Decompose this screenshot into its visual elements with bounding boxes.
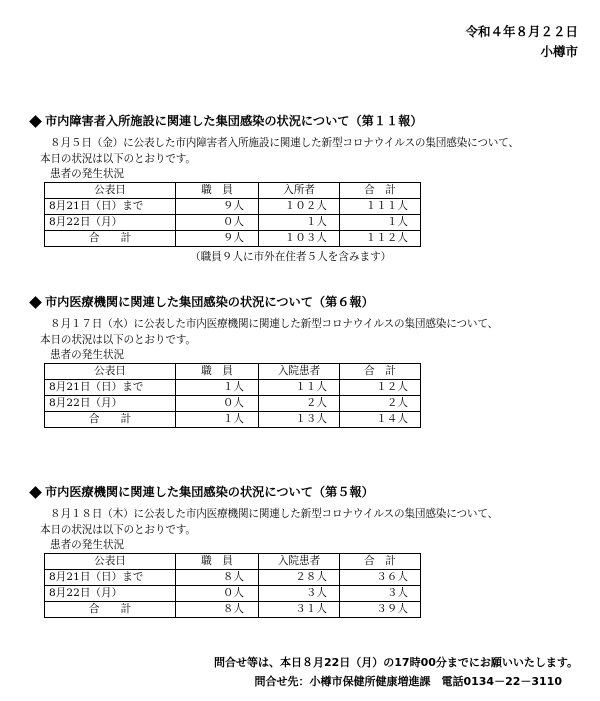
section-intro: ８月１７日（水）に公表した市内医療機関に関連した新型コロナウイルスの集団感染について、 本日の状況は以下のとおりです。 [40, 318, 499, 346]
table-total-row: 合 計 １人 １３人 １４人 [45, 412, 421, 428]
table-row: 8月22日（月） ０人 １人 １人 [45, 215, 421, 231]
diamond-bullet-icon [29, 486, 42, 499]
table-header-row: 公表日 職 員 入院患者 合 計 [45, 364, 421, 380]
document-date-block [465, 22, 578, 62]
diamond-bullet-icon [29, 296, 42, 309]
table-note: （職員９人に市外在住者５人を含みます） [190, 251, 392, 263]
table-row: 8月21日（日）まで １人 １１人 １２人 [45, 380, 421, 396]
table-row: 8月22日（月） ０人 ３人 ３人 [45, 586, 421, 602]
section-heading: 市内障害者入所施設に関連した集団感染の状況について（第１１報） [29, 112, 580, 130]
section-disability-facility [40, 112, 580, 264]
patient-table [44, 363, 421, 428]
section-medical-facility-6 [40, 293, 580, 428]
table-caption: 患者の発生状況 [50, 168, 125, 180]
table-header-row: 公表日 職 員 入所者 合 計 [45, 183, 421, 199]
inquiry-deadline: 問合せ等は、本日８月22日（月）の17時00分までにお願いいたします。 [213, 656, 578, 669]
table-total-row: 合 計 ８人 ３１人 ３９人 [45, 602, 421, 618]
diamond-bullet-icon [29, 115, 42, 128]
table-total-row: 合 計 ９人 １０３人 １１２人 [45, 231, 421, 247]
section-heading: 市内医療機関に関連した集団感染の状況について（第５報） [29, 483, 580, 501]
inquiry-contact: 問合せ先：小樽市保健所健康増進課 電話0134－22－3110 [254, 675, 562, 688]
table-row: 8月21日（日）まで ８人 ２８人 ３６人 [45, 570, 421, 586]
section-intro: ８月５日（金）に公表した市内障害者入所施設に関連した新型コロナウイルスの集団感染について、 本日の状況は以下のとおりです。 [40, 137, 519, 165]
table-row: 8月21日（日）まで ９人 １０２人 １１１人 [45, 199, 421, 215]
patient-table [44, 182, 421, 247]
table-row: 8月22日（月） ０人 ２人 ２人 [45, 396, 421, 412]
section-heading: 市内医療機関に関連した集団感染の状況について（第６報） [29, 293, 580, 311]
issuer-name: 小樽市 [540, 44, 578, 59]
table-caption: 患者の発生状況 [50, 349, 125, 361]
section-medical-facility-5 [40, 483, 580, 618]
table-header-row: 公表日 職 員 入院患者 合 計 [45, 554, 421, 570]
patient-table [44, 553, 421, 618]
section-intro: ８月１８日（木）に公表した市内医療機関に関連した新型コロナウイルスの集団感染について、 本日の状況は以下のとおりです。 [40, 508, 499, 536]
document-date: 令和４年８月２２日 [465, 24, 578, 39]
table-caption: 患者の発生状況 [50, 539, 125, 551]
